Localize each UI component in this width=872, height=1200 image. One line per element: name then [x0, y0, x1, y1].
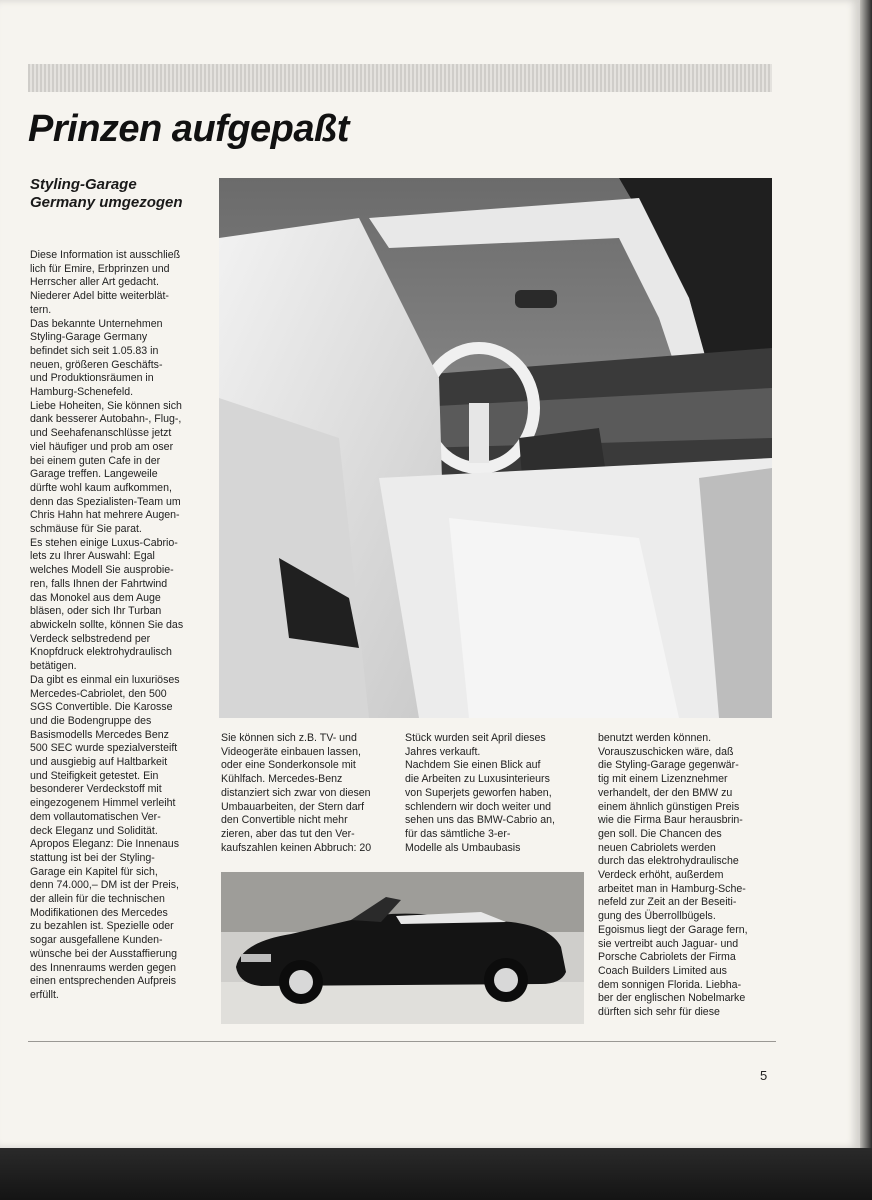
page-number: 5	[760, 1068, 768, 1083]
body-column-4: benutzt werden können. Vorauszuschicken wäre, daß die Styling-Garage gegenwär- tig mit einem Lizenznehmer verhandelt, der den BMW zu einem ähnlich günstigen Preis wie die Firma Baur herausbrin- gen soll. Die Chancen des neuen Cabriolets werden durch das elektrohydraulische Verdeck erhöht, außerdem arbeitet man in Hamburg-Sche- nefeld zur Zeit an der Beseiti- gung des Überrollbügels. Egoismus liegt der Garage fern, sie vertreibt auch Jaguar- und Porsche Cabriolets der Firma Coach Builders Limited aus dem sonnigen Florida. Liebha- ber der englischen Nobelmarke dürften sich sehr für diese	[598, 732, 748, 1019]
book-edge	[860, 0, 872, 1148]
body-column-1: Diese Information ist ausschließ lich für Emire, Erbprinzen und Herrscher aller Art gedacht. Niederer Adel bitte weiterblät- tern. Das bekannte Unternehmen Styling-Garage Germany befindet sich seit 1.05.83 in neuen, größeren Geschäfts- und Produktionsräumen in Hamburg-Schenefeld. Liebe Hoheiten, Sie können sich dank besserer Autobahn-, Flug-, und Seehafenanschlüsse jetzt viel häufiger und prob am oser bei einem guten Cafe in der Garage treffen. Langeweile dürfte wohl kaum aufkommen, denn das Spezialisten-Team um Chris Hahn hat mehrere Augen- schmäuse für Sie parat. Es stehen einige Luxus-Cabrio- lets zu Ihrer Auswahl: Egal welches Modell Sie ausprobie- ren, falls Ihnen der Fahrtwind das Monokel aus dem Auge bläsen, oder sich Ihr Turban abwickeln sollte, können Sie das Verdeck selbstredend per Knopfdruck elektrohydraulisch betätigen. Da gibt es einmal ein luxuriöses Mercedes-Cabriolet, den 500 SGS Convertible. Die Karosse und die Bodengruppe des Basismodells Mercedes Benz 500 SEC wurde spezialversteift und ausgiebig auf Haltbarkeit und Steifigkeit getestet. Ein besonderer Verdeckstoff mit eingezogenem Himmel verleiht dem vollautomatischen Ver- deck Eleganz und Solidität. Apropos Eleganz: Die Innenaus stattung ist bei der Styling- Garage ein Kapitel für sich, denn 74.000,– DM ist der Preis, der allein für die technischen Modifikationen des Mercedes zu bezahlen ist. Spezielle oder sogar ausgefallene Kunden- wünsche bei der Ausstaffierung des Innenraums werden gegen einen entsprechenden Aufpreis erfüllt.	[30, 249, 184, 1001]
bottom-rule	[28, 1041, 776, 1042]
subhead: Styling-Garage Germany umgezogen	[30, 176, 183, 211]
scan-background	[0, 1148, 872, 1200]
interior-photo	[219, 178, 772, 718]
header-band	[28, 64, 772, 92]
headline: Prinzen aufgepaßt	[28, 108, 349, 150]
body-column-3: Stück wurden seit April dieses Jahres verkauft. Nachdem Sie einen Blick auf die Arbeiten zu Luxusinterieurs von Superjets geworfen haben, schlendern wir doch weiter und sehen uns das BMW-Cabrio an, für das sämtliche 3-er- Modelle als Umbaubasis	[405, 732, 555, 854]
car-photo	[221, 872, 584, 1024]
body-column-2: Sie können sich z.B. TV- und Videogeräte einbauen lassen, oder eine Sonderkonsole mit Kühlfach. Mercedes-Benz distanziert sich zwar von diesen Umbauarbeiten, der Stern darf den Convertible nicht mehr zieren, aber das tut den Ver- kaufszahlen keinen Abbruch: 20	[221, 732, 372, 854]
